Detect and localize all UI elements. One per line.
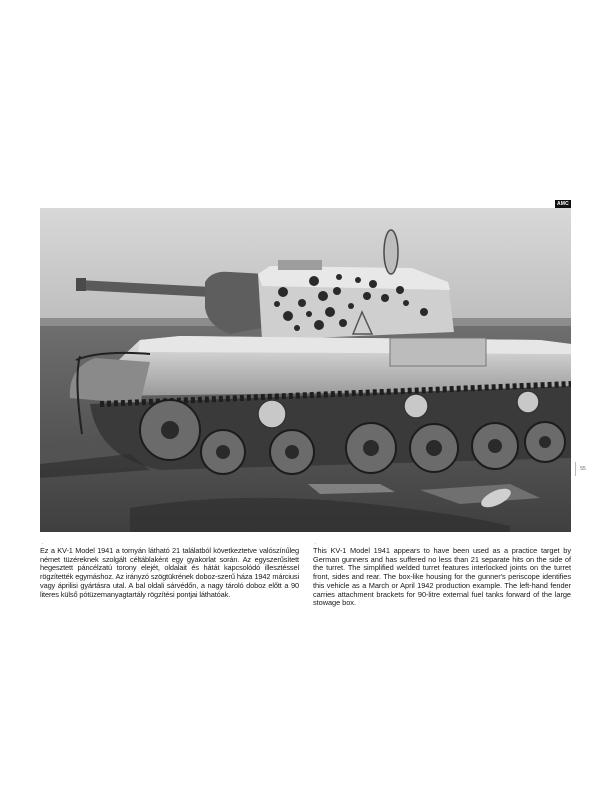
caption-hungarian: Ez a KV-1 Model 1941 a tornyán látható 21 találatból következtetve valószínűleg német tüzéreknek szolgált céltáblaként egy gyakorlat során. Az egyszerűsített hegesztett páncélzatú torony elejét, oldalait és hátát kapcsolódó illesztéssel rögzítették egymáshoz. Az irányzó szögtükrének doboz-szerű háza 1942 márciusi vagy áprilisi gyártásra utal. A bal oldali sárvédőn, a nagy tároló doboz előtt a 90 literes külső pótüzemanyagtartály rögzítési pontjai láthatóak. bbox=[40, 546, 299, 599]
page-number: 55 bbox=[580, 466, 586, 472]
caption-english: This KV-1 Model 1941 appears to have been used as a practice target by German gunners and has suffered no less than 21 separate hits on the side of the turret. The simplified welded turret features interlocked joints on the turret front, sides and rear. The box-like housing for the gunner's periscope identifies this vehicle as a March or April 1942 production example. The left-hand fender carries attachment brackets for 90-litre external fuel tanks forward of the large stowage box. bbox=[313, 546, 571, 608]
tank-photograph bbox=[40, 208, 571, 532]
publisher-badge: AMC bbox=[557, 201, 569, 207]
caption-marker-hungarian: → bbox=[40, 540, 44, 545]
tank-commander-cupola bbox=[278, 260, 322, 270]
caption-marker-english: → bbox=[313, 540, 317, 545]
tank-periscope bbox=[384, 230, 398, 274]
tank-stowage-box bbox=[390, 338, 486, 366]
tank-photo-illustration bbox=[40, 208, 571, 532]
